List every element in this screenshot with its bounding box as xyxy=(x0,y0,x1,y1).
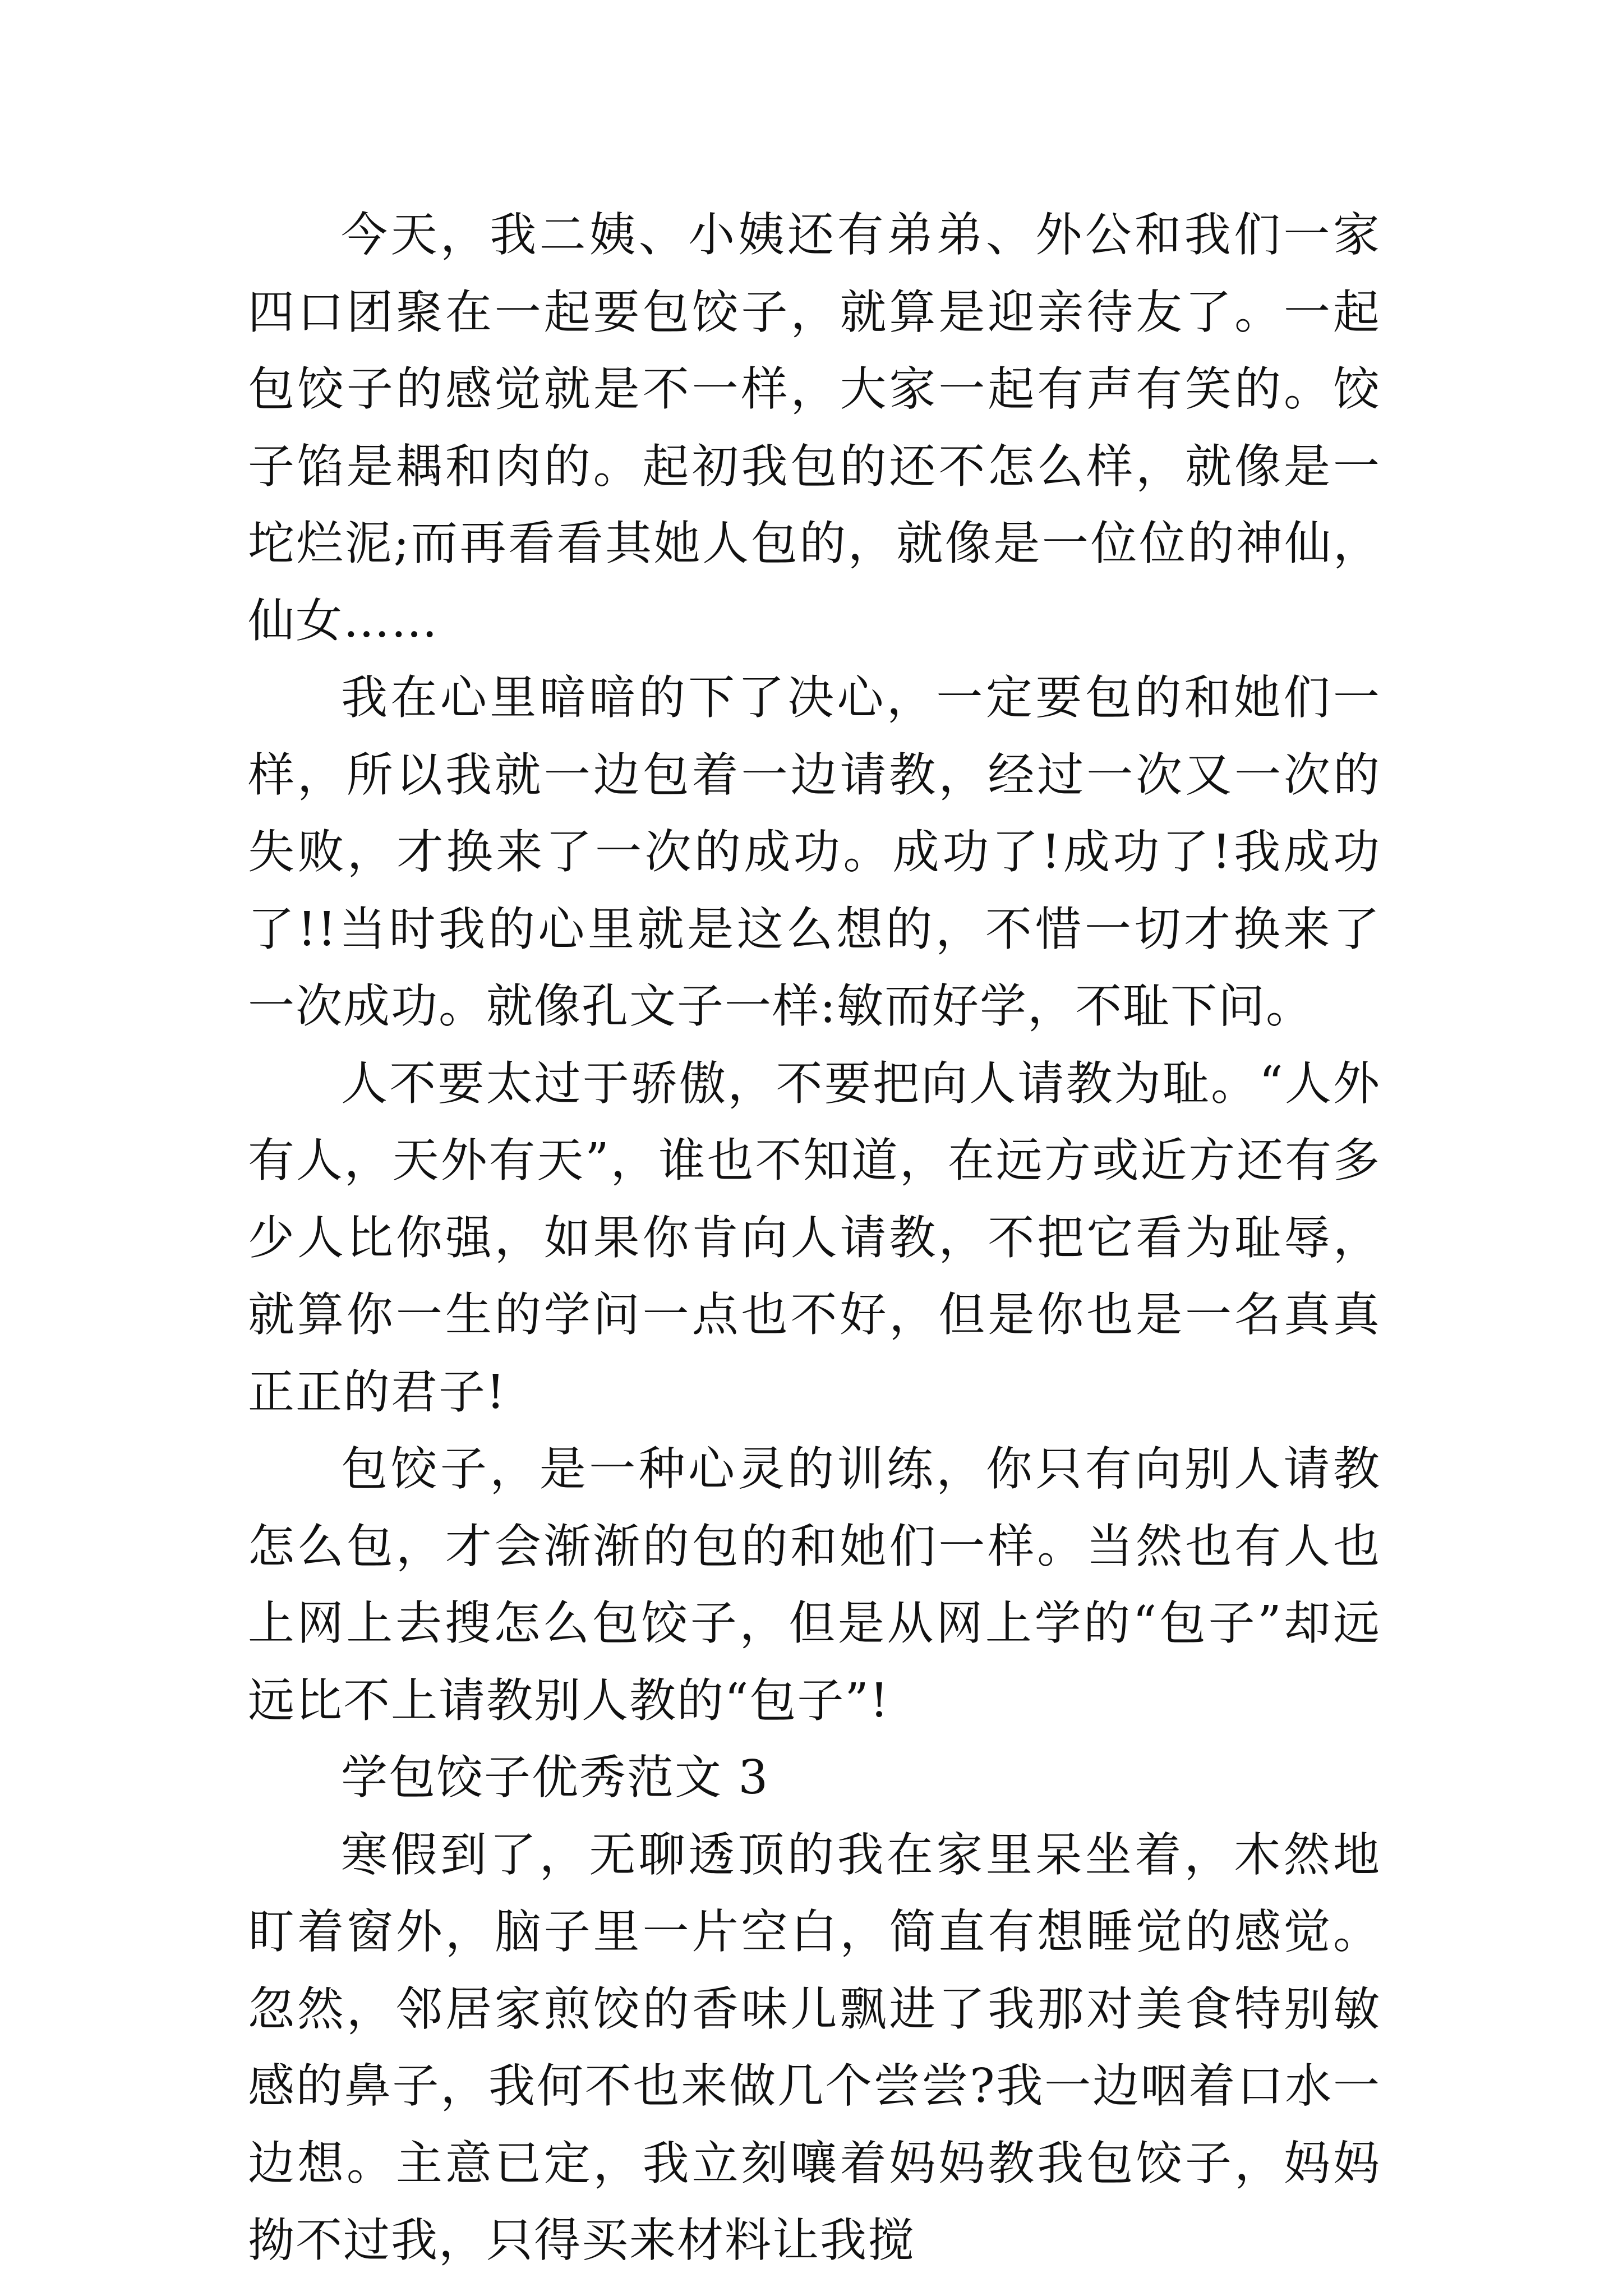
paragraph-winter-vacation: 寒假到了，无聊透顶的我在家里呆坐着，木然地盯着窗外，脑子里一片空白，简直有想睡觉的感觉。忽然，邻居家煎饺的香味儿飘进了我那对美食特别敏感的鼻子，我何不也来做几个尝尝?我一边咽着口水一边想。主意已定，我立刻嚷着妈妈教我包饺子，妈妈拗不过我，只得买来材料让我搅 xyxy=(248,1827,1381,2267)
document-body xyxy=(248,196,1381,2279)
section-heading: 学包饺子优秀范文 3 xyxy=(341,1750,769,1805)
paragraph-learning-by-asking: 我在心里暗暗的下了决心，一定要包的和她们一样，所以我就一边包着一边请教，经过一次又一次的失败，才换来了一次的成功。成功了!成功了!我成功了!!当时我的心里就是这么想的，不惜一切才换来了一次成功。就像孔文子一样:敏而好学，不耻下问。 xyxy=(248,670,1381,1033)
paragraph-dumpling-training: 包饺子，是一种心灵的训练，你只有向别人请教怎么包，才会渐渐的包的和她们一样。当然也有人也上网上去搜怎么包饺子，但是从网上学的“包子”却远远比不上请教别人教的“包子”! xyxy=(248,1442,1381,1728)
paragraph-family-gathering: 今天，我二姨、小姨还有弟弟、外公和我们一家四口团聚在一起要包饺子，就算是迎亲待友了。一起包饺子的感觉就是不一样，大家一起有声有笑的。饺子馅是耦和肉的。起初我包的还不怎么样，就像是一坨烂泥;而再看看其她人包的，就像是一位位的神仙，仙女…… xyxy=(248,208,1381,648)
paragraph-humility: 人不要太过于骄傲，不要把向人请教为耻。“人外有人，天外有天”，谁也不知道，在远方或近方还有多少人比你强，如果你肯向人请教，不把它看为耻辱，就算你一生的学问一点也不好，但是你也是一名真真正正的君子! xyxy=(248,1056,1381,1419)
